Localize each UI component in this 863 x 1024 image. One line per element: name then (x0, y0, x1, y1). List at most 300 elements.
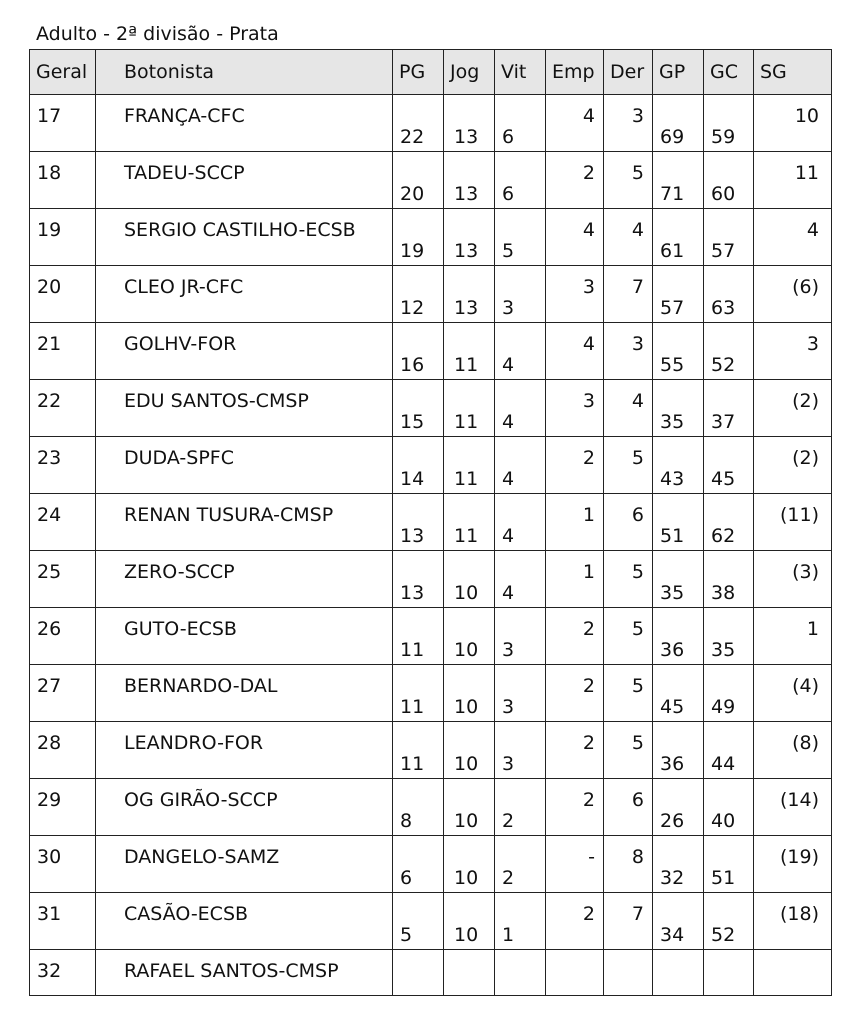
cell-pg-value: 5 (400, 924, 413, 946)
cell-geral-value: 17 (37, 105, 62, 127)
cell-vit-value: 1 (502, 924, 515, 946)
cell-emp-value: 2 (582, 447, 595, 469)
cell-geral-value: 24 (37, 504, 62, 526)
cell-vit (495, 323, 546, 380)
cell-geral (30, 779, 96, 836)
cell-pg (393, 551, 444, 608)
cell-pg (393, 266, 444, 323)
cell-der (604, 323, 653, 380)
cell-geral-value: 21 (37, 333, 62, 355)
cell-geral (30, 380, 96, 437)
cell-pg (393, 893, 444, 950)
cell-sg (754, 323, 832, 380)
cell-vit (495, 950, 546, 996)
cell-geral (30, 437, 96, 494)
cell-vit (495, 494, 546, 551)
cell-vit-value: 3 (502, 297, 515, 319)
cell-gp-value: 34 (660, 924, 685, 946)
cell-name-value: BERNARDO-DAL (124, 675, 278, 697)
cell-sg (754, 722, 832, 779)
cell-jog-value: 13 (454, 183, 479, 205)
cell-gp (653, 551, 704, 608)
header-der: Der (604, 50, 653, 95)
cell-jog (444, 380, 495, 437)
cell-der-value: 3 (631, 333, 644, 355)
cell-der-value: 7 (631, 276, 644, 298)
cell-emp-value: 2 (582, 618, 595, 640)
cell-pg-value: 11 (400, 753, 425, 775)
header-row (30, 50, 832, 95)
cell-sg (754, 152, 832, 209)
table-row (30, 323, 832, 380)
cell-gp (653, 95, 704, 152)
cell-emp (546, 380, 604, 437)
cell-gp (653, 836, 704, 893)
table-row (30, 494, 832, 551)
cell-sg-value: (18) (779, 903, 819, 925)
cell-gc (704, 608, 754, 665)
cell-gc-value: 35 (711, 639, 736, 661)
cell-sg (754, 494, 832, 551)
cell-geral (30, 209, 96, 266)
cell-vit (495, 608, 546, 665)
cell-der (604, 551, 653, 608)
cell-pg-value: 15 (400, 411, 425, 433)
cell-gp-value: 26 (660, 810, 685, 832)
cell-vit (495, 95, 546, 152)
cell-gp-value: 35 (660, 582, 685, 604)
cell-name (96, 722, 393, 779)
cell-gp-value: 61 (660, 240, 685, 262)
cell-sg-value: (8) (792, 732, 819, 754)
cell-sg (754, 779, 832, 836)
cell-sg (754, 836, 832, 893)
cell-geral-value: 20 (37, 276, 62, 298)
cell-jog (444, 665, 495, 722)
header-pg: PG (393, 50, 444, 95)
cell-emp-value: 4 (582, 333, 595, 355)
cell-gp (653, 494, 704, 551)
cell-emp (546, 437, 604, 494)
cell-emp (546, 323, 604, 380)
table-row (30, 209, 832, 266)
cell-gc-value: 38 (711, 582, 736, 604)
cell-jog (444, 836, 495, 893)
cell-pg (393, 437, 444, 494)
cell-pg-value: 22 (400, 126, 425, 148)
cell-jog (444, 209, 495, 266)
cell-gc-value: 60 (711, 183, 736, 205)
cell-name (96, 152, 393, 209)
cell-gc (704, 722, 754, 779)
cell-emp (546, 95, 604, 152)
cell-vit-value: 6 (502, 183, 515, 205)
cell-der-value: 5 (631, 447, 644, 469)
cell-geral (30, 95, 96, 152)
cell-name (96, 494, 393, 551)
cell-vit-value: 6 (502, 126, 515, 148)
cell-name (96, 380, 393, 437)
cell-jog-value: 10 (454, 924, 479, 946)
cell-name-value: RENAN TUSURA-CMSP (124, 504, 334, 526)
cell-emp-value: 2 (582, 732, 595, 754)
cell-sg (754, 893, 832, 950)
cell-emp-value: 4 (582, 105, 595, 127)
cell-vit (495, 779, 546, 836)
cell-der (604, 209, 653, 266)
cell-vit-value: 3 (502, 753, 515, 775)
cell-name (96, 950, 393, 996)
table-row (30, 893, 832, 950)
cell-name-value: ZERO-SCCP (124, 561, 235, 583)
cell-gc-value: 57 (711, 240, 736, 262)
cell-geral-value: 23 (37, 447, 62, 469)
cell-pg (393, 665, 444, 722)
cell-vit (495, 209, 546, 266)
cell-gc-value: 44 (711, 753, 736, 775)
cell-vit-value: 3 (502, 696, 515, 718)
cell-pg (393, 494, 444, 551)
cell-jog-value: 11 (454, 354, 479, 376)
cell-gc (704, 152, 754, 209)
cell-name (96, 266, 393, 323)
cell-geral (30, 836, 96, 893)
cell-gp-value: 43 (660, 468, 685, 490)
cell-geral-value: 18 (37, 162, 62, 184)
cell-gc-value: 62 (711, 525, 736, 547)
cell-geral (30, 665, 96, 722)
cell-gc (704, 836, 754, 893)
cell-jog-value: 10 (454, 639, 479, 661)
cell-vit-value: 3 (502, 639, 515, 661)
cell-pg-value: 11 (400, 639, 425, 661)
cell-der-value: 4 (631, 219, 644, 241)
cell-pg (393, 209, 444, 266)
cell-sg-value: (2) (792, 447, 819, 469)
cell-jog (444, 893, 495, 950)
cell-der (604, 95, 653, 152)
cell-der-value: 5 (631, 618, 644, 640)
cell-gc-value: 49 (711, 696, 736, 718)
cell-pg-value: 13 (400, 582, 425, 604)
cell-geral-value: 19 (37, 219, 62, 241)
cell-gp (653, 608, 704, 665)
cell-jog-value: 10 (454, 867, 479, 889)
cell-jog (444, 95, 495, 152)
cell-jog (444, 323, 495, 380)
cell-name-value: GOLHV-FOR (124, 333, 237, 355)
cell-name-value: TADEU-SCCP (124, 162, 245, 184)
cell-geral-value: 26 (37, 618, 62, 640)
cell-sg-value: (4) (792, 675, 819, 697)
cell-der (604, 152, 653, 209)
cell-pg (393, 380, 444, 437)
cell-jog (444, 608, 495, 665)
cell-jog (444, 722, 495, 779)
table-row (30, 836, 832, 893)
cell-geral-value: 29 (37, 789, 62, 811)
cell-der (604, 608, 653, 665)
cell-sg-value: 11 (794, 162, 819, 184)
cell-geral-value: 25 (37, 561, 62, 583)
cell-gc-value: 59 (711, 126, 736, 148)
cell-emp (546, 836, 604, 893)
cell-der (604, 437, 653, 494)
table-row (30, 437, 832, 494)
cell-geral (30, 551, 96, 608)
cell-emp (546, 152, 604, 209)
header-sg: SG (754, 50, 832, 95)
cell-gp (653, 665, 704, 722)
cell-name (96, 323, 393, 380)
cell-sg-value: 1 (806, 618, 819, 640)
cell-vit-value: 4 (502, 582, 515, 604)
cell-gp-value: 55 (660, 354, 685, 376)
cell-gp-value: 71 (660, 183, 685, 205)
cell-emp-value: 1 (582, 504, 595, 526)
cell-gc-value: 63 (711, 297, 736, 319)
table-row (30, 266, 832, 323)
cell-gc (704, 437, 754, 494)
cell-name (96, 551, 393, 608)
cell-gc-value: 51 (711, 867, 736, 889)
cell-der-value: 6 (631, 504, 644, 526)
cell-gc (704, 380, 754, 437)
cell-pg (393, 152, 444, 209)
cell-gp-value: 51 (660, 525, 685, 547)
cell-gc (704, 209, 754, 266)
cell-gp (653, 152, 704, 209)
header-gp: GP (653, 50, 704, 95)
cell-name-value: CASÃO-ECSB (124, 903, 249, 925)
cell-gp-value: 36 (660, 639, 685, 661)
cell-sg-value: (2) (792, 390, 819, 412)
cell-jog-value: 11 (454, 411, 479, 433)
cell-vit-value: 2 (502, 867, 515, 889)
cell-pg (393, 836, 444, 893)
cell-emp (546, 950, 604, 996)
cell-gc (704, 893, 754, 950)
cell-sg (754, 665, 832, 722)
cell-der-value: 5 (631, 675, 644, 697)
standings-table (29, 49, 832, 996)
cell-geral-value: 28 (37, 732, 62, 754)
cell-sg (754, 437, 832, 494)
cell-gp (653, 266, 704, 323)
cell-pg (393, 779, 444, 836)
header-emp: Emp (546, 50, 604, 95)
cell-geral (30, 266, 96, 323)
cell-sg (754, 209, 832, 266)
cell-gp (653, 722, 704, 779)
cell-emp (546, 665, 604, 722)
cell-gp (653, 380, 704, 437)
cell-geral (30, 722, 96, 779)
table-row (30, 665, 832, 722)
cell-pg-value: 19 (400, 240, 425, 262)
cell-sg-value: 10 (794, 105, 819, 127)
cell-vit (495, 551, 546, 608)
cell-pg-value: 16 (400, 354, 425, 376)
table-row (30, 95, 832, 152)
cell-jog-value: 10 (454, 810, 479, 832)
cell-pg-value: 20 (400, 183, 425, 205)
cell-der-value: 4 (631, 390, 644, 412)
cell-gc (704, 779, 754, 836)
cell-gp-value: 57 (660, 297, 685, 319)
cell-emp (546, 209, 604, 266)
cell-geral (30, 152, 96, 209)
cell-gc-value: 45 (711, 468, 736, 490)
cell-vit (495, 266, 546, 323)
cell-jog-value: 10 (454, 753, 479, 775)
cell-name-value: FRANÇA-CFC (124, 105, 245, 127)
cell-geral (30, 608, 96, 665)
cell-jog-value: 13 (454, 297, 479, 319)
table-row (30, 950, 832, 996)
table-row (30, 152, 832, 209)
cell-sg-value: (19) (779, 846, 819, 868)
cell-vit-value: 4 (502, 411, 515, 433)
cell-gp (653, 437, 704, 494)
cell-jog-value: 11 (454, 468, 479, 490)
cell-gp (653, 323, 704, 380)
cell-name-value: SERGIO CASTILHO-ECSB (124, 219, 356, 241)
cell-der (604, 950, 653, 996)
cell-der-value: 5 (631, 732, 644, 754)
header-botonista: Botonista (96, 50, 393, 95)
cell-emp-value: 2 (582, 675, 595, 697)
cell-sg (754, 266, 832, 323)
cell-gc-value: 52 (711, 354, 736, 376)
cell-der (604, 779, 653, 836)
cell-pg (393, 608, 444, 665)
cell-geral (30, 950, 96, 996)
cell-name-value: LEANDRO-FOR (124, 732, 264, 754)
cell-vit-value: 5 (502, 240, 515, 262)
page-title: Adulto - 2ª divisão - Prata (36, 23, 279, 45)
cell-gc-value: 52 (711, 924, 736, 946)
cell-der-value: 5 (631, 162, 644, 184)
cell-geral (30, 893, 96, 950)
cell-pg-value: 11 (400, 696, 425, 718)
cell-pg-value: 8 (400, 810, 413, 832)
cell-name (96, 608, 393, 665)
cell-sg-value: (14) (779, 789, 819, 811)
table-row (30, 779, 832, 836)
table-row (30, 551, 832, 608)
cell-jog-value: 10 (454, 696, 479, 718)
header-geral: Geral (30, 50, 96, 95)
cell-der-value: 8 (631, 846, 644, 868)
cell-pg (393, 323, 444, 380)
header-gc: GC (704, 50, 754, 95)
cell-emp-value: 2 (582, 162, 595, 184)
cell-der-value: 6 (631, 789, 644, 811)
cell-emp-value: 3 (582, 390, 595, 412)
cell-geral-value: 30 (37, 846, 62, 868)
table-row (30, 380, 832, 437)
cell-jog-value: 10 (454, 582, 479, 604)
cell-emp (546, 551, 604, 608)
cell-sg (754, 95, 832, 152)
cell-jog (444, 437, 495, 494)
cell-gc (704, 950, 754, 996)
cell-gp (653, 779, 704, 836)
cell-pg-value: 14 (400, 468, 425, 490)
cell-der-value: 7 (631, 903, 644, 925)
cell-emp-value: - (588, 846, 595, 868)
cell-jog (444, 266, 495, 323)
cell-jog-value: 13 (454, 126, 479, 148)
cell-pg (393, 950, 444, 996)
cell-jog (444, 779, 495, 836)
cell-gp (653, 893, 704, 950)
cell-gc-value: 37 (711, 411, 736, 433)
cell-name (96, 95, 393, 152)
cell-name (96, 437, 393, 494)
cell-emp (546, 494, 604, 551)
cell-gc (704, 665, 754, 722)
cell-name (96, 779, 393, 836)
cell-gp-value: 36 (660, 753, 685, 775)
cell-der (604, 893, 653, 950)
cell-der (604, 266, 653, 323)
cell-emp (546, 722, 604, 779)
cell-gc (704, 266, 754, 323)
cell-geral (30, 323, 96, 380)
table-row (30, 722, 832, 779)
cell-vit-value: 4 (502, 354, 515, 376)
cell-vit-value: 4 (502, 525, 515, 547)
header-jog: Jog (444, 50, 495, 95)
cell-pg-value: 12 (400, 297, 425, 319)
cell-name (96, 209, 393, 266)
cell-name-value: RAFAEL SANTOS-CMSP (124, 960, 339, 982)
cell-sg (754, 950, 832, 996)
cell-der (604, 380, 653, 437)
cell-sg-value: 4 (806, 219, 819, 241)
cell-gp (653, 209, 704, 266)
cell-der (604, 494, 653, 551)
cell-emp (546, 779, 604, 836)
cell-pg (393, 95, 444, 152)
cell-gc-value: 40 (711, 810, 736, 832)
cell-sg (754, 380, 832, 437)
cell-geral-value: 27 (37, 675, 62, 697)
cell-emp-value: 2 (582, 903, 595, 925)
cell-emp-value: 1 (582, 561, 595, 583)
cell-emp-value: 3 (582, 276, 595, 298)
cell-geral-value: 31 (37, 903, 62, 925)
cell-pg-value: 13 (400, 525, 425, 547)
cell-sg-value: (3) (792, 561, 819, 583)
cell-name (96, 893, 393, 950)
cell-gc (704, 494, 754, 551)
cell-der (604, 836, 653, 893)
cell-vit (495, 722, 546, 779)
cell-name (96, 665, 393, 722)
cell-gp-value: 69 (660, 126, 685, 148)
cell-geral (30, 494, 96, 551)
cell-pg-value: 6 (400, 867, 413, 889)
cell-sg (754, 551, 832, 608)
cell-gc (704, 323, 754, 380)
cell-gc (704, 95, 754, 152)
cell-der (604, 722, 653, 779)
cell-name (96, 836, 393, 893)
cell-vit (495, 836, 546, 893)
